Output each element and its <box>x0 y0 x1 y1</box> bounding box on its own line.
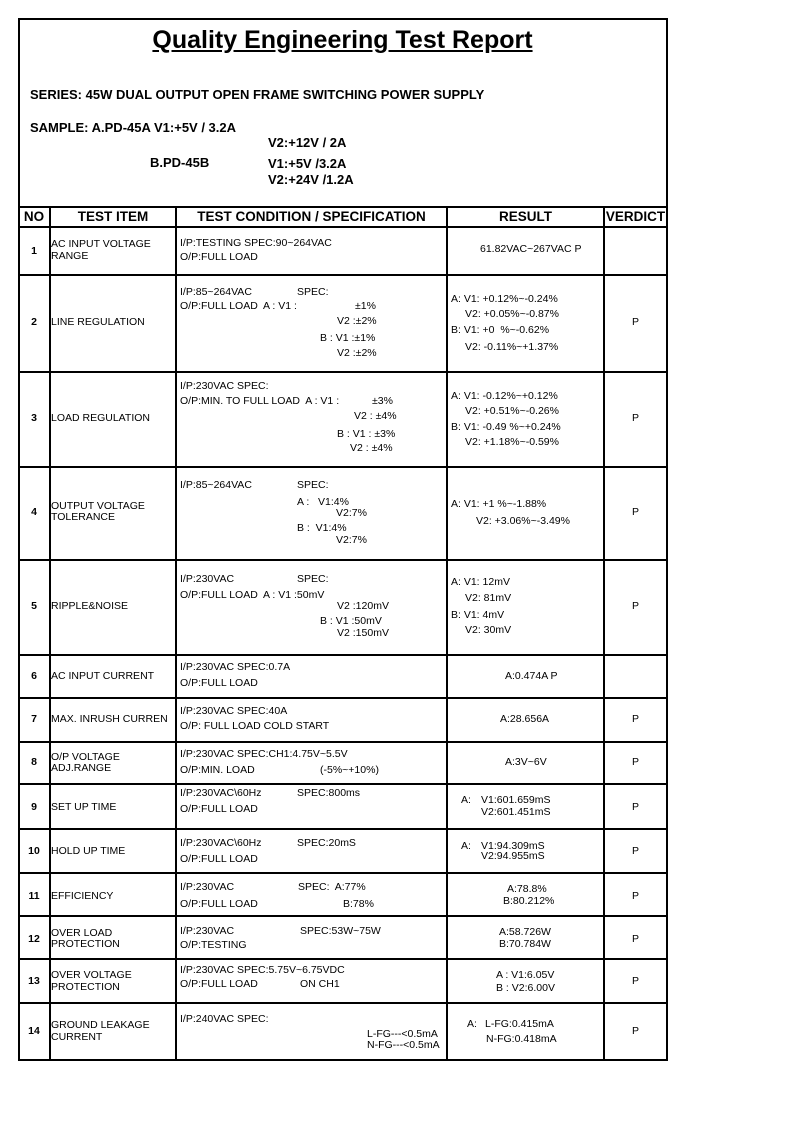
column-divider <box>175 206 177 1061</box>
verdict: P <box>631 316 639 328</box>
condition-text: O/P: FULL LOAD COLD START <box>180 720 330 732</box>
header-condition: TEST CONDITION / SPECIFICATION <box>197 209 426 224</box>
condition-text: I/P:230VAC SPEC:40A <box>180 705 288 717</box>
test-item: HOLD UP TIME <box>51 845 126 857</box>
row-number: 11 <box>28 890 40 902</box>
condition-text: SPEC:53W~75W <box>300 925 381 937</box>
condition-text: V2 :±2% <box>337 347 377 359</box>
condition-text: L-FG---<0.5mA <box>367 1028 438 1040</box>
verdict: P <box>631 412 639 424</box>
row-divider <box>18 828 668 830</box>
row-number: 2 <box>31 316 37 328</box>
condition-text: I/P:TESTING SPEC:90~264VAC <box>180 237 332 249</box>
condition-text: SPEC: <box>297 479 329 491</box>
row-divider <box>18 226 668 228</box>
row-number: 12 <box>28 933 40 945</box>
result-text: A:28.656A <box>500 713 550 725</box>
verdict: P <box>631 600 639 612</box>
row-divider <box>18 371 668 373</box>
verdict: P <box>631 845 639 857</box>
condition-text: A : V1:4% <box>297 496 349 508</box>
condition-text: I/P:230VAC SPEC:0.7A <box>180 661 291 673</box>
condition-text: I/P:230VAC SPEC: <box>180 380 269 392</box>
condition-text: ON CH1 <box>300 978 340 990</box>
row-number: 4 <box>31 506 37 518</box>
condition-text: O/P:FULL LOAD A : V1 : <box>180 300 297 312</box>
row-number: 7 <box>31 713 37 725</box>
verdict: P <box>631 933 639 945</box>
row-divider <box>18 872 668 874</box>
result-text: L-FG:0.415mA <box>485 1018 554 1030</box>
row-divider <box>18 915 668 917</box>
row-divider <box>18 697 668 699</box>
condition-text: O/P:MIN. LOAD <box>180 764 255 776</box>
result-text: A: V1: 12mV <box>451 576 510 588</box>
test-item: SET UP TIME <box>51 801 117 813</box>
series-text: SERIES: 45W DUAL OUTPUT OPEN FRAME SWITCHING POWER SUPPLY <box>30 87 485 102</box>
row-divider <box>18 274 668 276</box>
row-number: 14 <box>28 1025 40 1037</box>
condition-text: V2 :120mV <box>337 600 389 612</box>
condition-text: I/P:230VAC\60Hz <box>180 787 262 799</box>
result-text: V2: +0.51%~-0.26% <box>465 405 559 417</box>
condition-text: I/P:240VAC SPEC: <box>180 1013 269 1025</box>
test-item: CURRENT <box>51 1031 103 1043</box>
result-text: B:80.212% <box>503 895 555 907</box>
condition-text: O/P:TESTING <box>180 939 247 951</box>
condition-text: SPEC:20mS <box>297 837 356 849</box>
header-test-item: TEST ITEM <box>77 209 149 224</box>
verdict: P <box>631 801 639 813</box>
sample-a: SAMPLE: A.PD-45A V1:+5V / 3.2A <box>30 120 237 135</box>
result-text: V2: +3.06%~-3.49% <box>476 515 570 527</box>
verdict: P <box>631 1025 639 1037</box>
condition-text: I/P:230VAC SPEC:5.75V~6.75VDC <box>180 964 345 976</box>
condition-text: ±1% <box>355 300 376 312</box>
result-text: V2:94.955mS <box>481 850 545 862</box>
row-divider <box>18 783 668 785</box>
test-item: PROTECTION <box>51 981 120 993</box>
row-number: 3 <box>31 412 37 424</box>
condition-text: I/P:230VAC <box>180 573 235 585</box>
condition-text: SPEC: <box>297 286 329 298</box>
condition-text: O/P:FULL LOAD <box>180 853 258 865</box>
condition-text: V2 :150mV <box>337 627 389 639</box>
condition-text: I/P:230VAC SPEC:CH1:4.75V~5.5V <box>180 748 348 760</box>
condition-text: I/P:85~264VAC <box>180 479 252 491</box>
result-text: V2: +1.18%~-0.59% <box>465 436 559 448</box>
result-text: A:58.726W <box>499 926 551 938</box>
result-text: A : V1:6.05V <box>496 969 555 981</box>
result-text: A: <box>461 840 471 852</box>
condition-text: B : V1 : ±3% <box>337 428 396 440</box>
row-divider <box>18 654 668 656</box>
condition-text: B : V1:4% <box>297 522 347 534</box>
verdict: P <box>631 506 639 518</box>
sample-b-v2: V2:+24V /1.2A <box>268 172 354 187</box>
condition-text: O/P:FULL LOAD <box>180 978 258 990</box>
condition-text: V2 : ±4% <box>354 410 397 422</box>
condition-text: B : V1 :50mV <box>320 615 382 627</box>
result-text: V2: +0.05%~-0.87% <box>465 308 559 320</box>
row-number: 6 <box>31 670 37 682</box>
condition-text: O/P:FULL LOAD <box>180 251 258 263</box>
test-item: ADJ.RANGE <box>51 762 112 774</box>
row-divider <box>18 206 668 208</box>
verdict: P <box>631 890 639 902</box>
result-text: B: V1: -0.49 %~+0.24% <box>451 421 561 433</box>
test-item: O/P VOLTAGE <box>51 751 120 763</box>
condition-text: O/P:FULL LOAD <box>180 677 258 689</box>
condition-text: V2:7% <box>336 534 367 546</box>
result-text: A: V1: -0.12%~+0.12% <box>451 390 558 402</box>
condition-text: I/P:85~264VAC <box>180 286 252 298</box>
row-number: 8 <box>31 756 37 768</box>
column-divider <box>446 206 448 1061</box>
result-text: B: V1: +0 %~-0.62% <box>451 324 550 336</box>
condition-text: N-FG---<0.5mA <box>367 1039 440 1051</box>
header-no: NO <box>23 209 45 224</box>
result-text: N-FG:0.418mA <box>486 1033 557 1045</box>
result-text: B:70.784W <box>499 938 551 950</box>
condition-text: ±3% <box>372 395 393 407</box>
sample-b: B.PD-45B <box>150 155 210 170</box>
result-text: A:78.8% <box>507 883 547 895</box>
test-item: PROTECTION <box>51 938 120 950</box>
header-verdict: VERDICT <box>605 209 666 224</box>
condition-text: SPEC: <box>297 573 329 585</box>
row-divider <box>18 466 668 468</box>
test-item: OVER LOAD <box>51 927 113 939</box>
result-text: 61.82VAC~267VAC P <box>480 243 582 255</box>
condition-text: I/P:230VAC <box>180 925 235 937</box>
result-text: A: <box>461 794 471 806</box>
test-item: MAX. INRUSH CURREN <box>51 713 168 725</box>
result-text: A: V1: +1 %~-1.88% <box>451 498 547 510</box>
condition-text: V2 :±2% <box>337 315 377 327</box>
report-title: Quality Engineering Test Report <box>152 26 533 54</box>
result-text: A:3V~6V <box>505 756 547 768</box>
test-item: OUTPUT VOLTAGE <box>51 500 145 512</box>
sample-b-v1: V1:+5V /3.2A <box>268 156 347 171</box>
test-item: AC INPUT CURRENT <box>51 670 155 682</box>
condition-text: B:78% <box>343 898 374 910</box>
result-text: A: V1: +0.12%~-0.24% <box>451 293 558 305</box>
test-item: LINE REGULATION <box>51 316 145 328</box>
verdict: P <box>631 713 639 725</box>
result-text: V2: 81mV <box>465 592 512 604</box>
result-text: A: <box>467 1018 477 1030</box>
verdict: P <box>631 975 639 987</box>
condition-text: SPEC:800ms <box>297 787 361 799</box>
condition-text: B : V1 :±1% <box>320 332 376 344</box>
test-item: LOAD REGULATION <box>51 412 150 424</box>
row-number: 9 <box>31 801 37 813</box>
test-item: RIPPLE&NOISE <box>51 600 129 612</box>
result-text: A:0.474A P <box>505 670 558 682</box>
result-text: B : V2:6.00V <box>496 982 555 994</box>
test-item: OVER VOLTAGE <box>51 969 132 981</box>
condition-text: SPEC: A:77% <box>298 881 366 893</box>
result-text: B: V1: 4mV <box>451 609 505 621</box>
row-number: 10 <box>28 845 40 857</box>
test-item: EFFICIENCY <box>51 890 114 902</box>
result-text: V2: -0.11%~+1.37% <box>465 341 559 353</box>
result-text: V2:601.451mS <box>481 806 551 818</box>
condition-text: O/P:FULL LOAD <box>180 803 258 815</box>
result-text: V2: 30mV <box>465 624 512 636</box>
condition-text: I/P:230VAC <box>180 881 235 893</box>
condition-text: V2 : ±4% <box>350 442 393 454</box>
test-item: RANGE <box>51 250 89 262</box>
result-text: V1:94.309mS <box>481 840 545 852</box>
verdict: P <box>631 756 639 768</box>
condition-text: O/P:FULL LOAD <box>180 898 258 910</box>
row-number: 1 <box>31 245 37 257</box>
test-item: GROUND LEAKAGE <box>51 1019 150 1031</box>
condition-text: O/P:FULL LOAD A : V1 :50mV <box>180 589 325 601</box>
test-item: TOLERANCE <box>51 511 115 523</box>
header-result: RESULT <box>499 209 552 224</box>
condition-text: (-5%~+10%) <box>320 764 379 776</box>
condition-text: I/P:230VAC\60Hz <box>180 837 262 849</box>
row-divider <box>18 1002 668 1004</box>
row-number: 13 <box>28 975 40 987</box>
condition-text: O/P:MIN. TO FULL LOAD A : V1 : <box>180 395 340 407</box>
row-number: 5 <box>31 600 37 612</box>
row-divider <box>18 741 668 743</box>
row-divider <box>18 958 668 960</box>
result-text: V1:601.659mS <box>481 794 551 806</box>
condition-text: V2:7% <box>336 507 367 519</box>
test-item: AC INPUT VOLTAGE <box>51 238 151 250</box>
row-divider <box>18 559 668 561</box>
sample-a-v2: V2:+12V / 2A <box>268 135 347 150</box>
